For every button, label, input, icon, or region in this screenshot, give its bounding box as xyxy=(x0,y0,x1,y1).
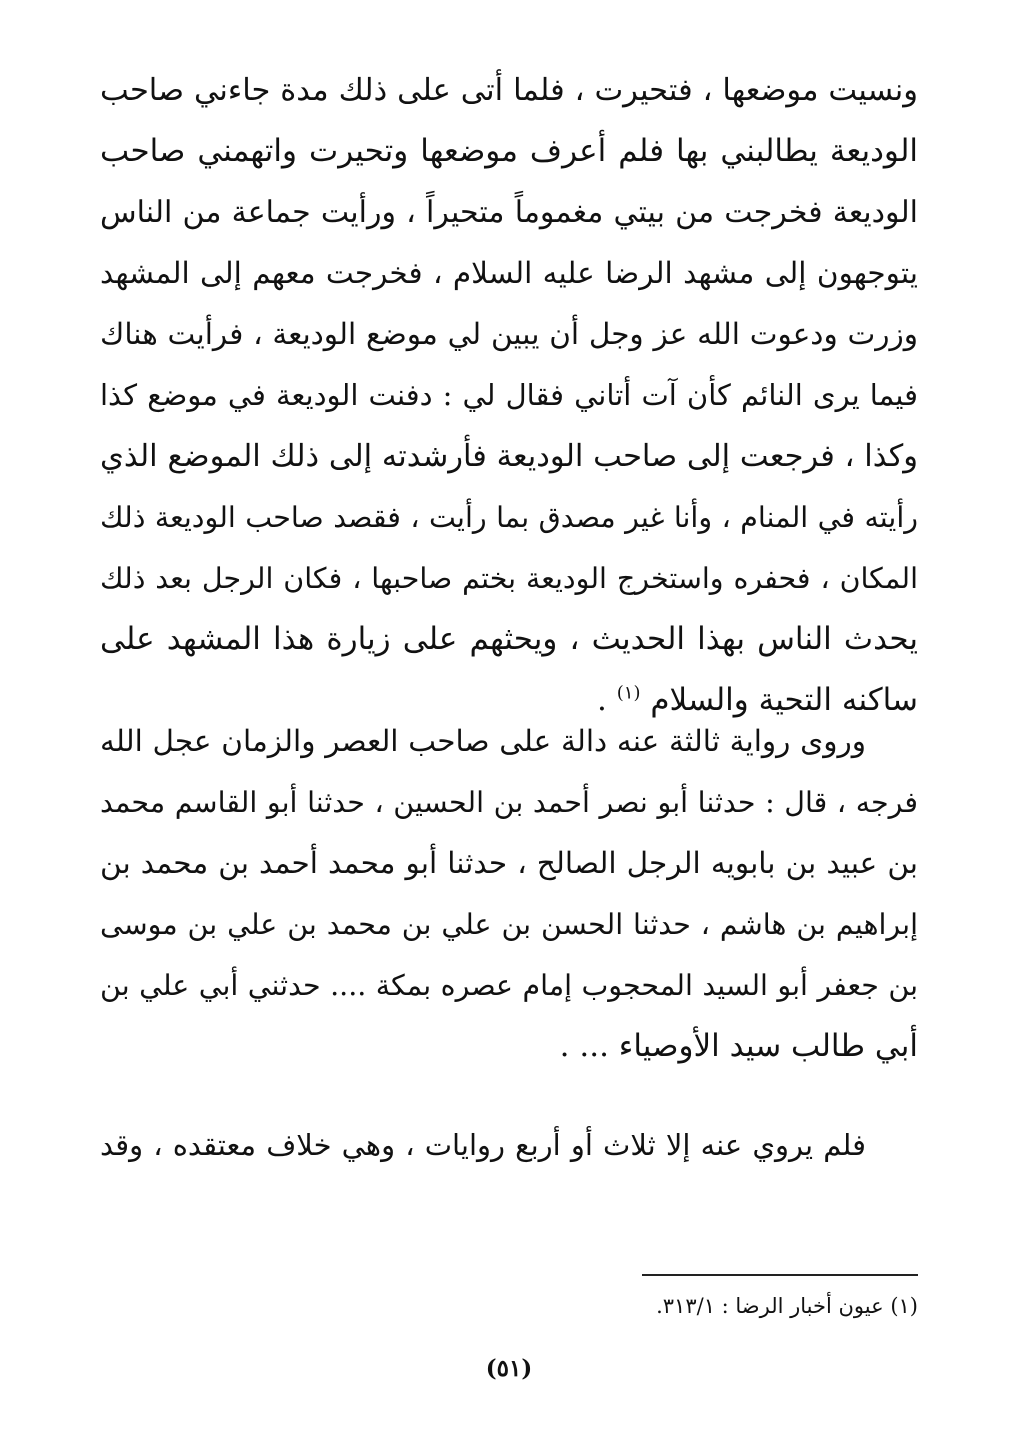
text-line: بن عبيد بن بابويه الرجل الصالح ، حدثنا أبو محمد أحمد بن محمد بن xyxy=(100,846,918,880)
page-number: (٥١) xyxy=(485,1355,533,1382)
text-line: يحدث الناس بهذا الحديث ، ويحثهم على زيارة هذا المشهد على xyxy=(100,621,918,657)
footnote-reference: (١) xyxy=(616,682,641,704)
last-line-end: . xyxy=(597,682,617,718)
text-line: بن جعفر أبو السيد المحجوب إمام عصره بمكة .... حدثني أبي علي بن xyxy=(100,969,918,1002)
text-line: إبراهيم بن هاشم ، حدثنا الحسن بن علي بن محمد بن علي بن موسى xyxy=(100,908,918,941)
paragraph-1 xyxy=(100,60,918,731)
text-line: رأيته في المنام ، وأنا غير مصدق بما رأيت ، فقصد صاحب الوديعة ذلك xyxy=(100,501,918,534)
text-line: يتوجهون إلى مشهد الرضا عليه السلام ، فخرجت معهم إلى المشهد xyxy=(100,256,918,290)
text-line: الوديعة يطالبني بها فلم أعرف موضعها وتحيرت واتهمني صاحب xyxy=(100,133,918,169)
text-line: الوديعة فخرجت من بيتي مغموماً متحيراً ، ورأيت جماعة من الناس xyxy=(100,195,918,230)
text-line: وكذا ، فرجعت إلى صاحب الوديعة فأرشدته إلى ذلك الموضع الذي xyxy=(100,439,918,474)
text-line: فلم يروي عنه إلا ثلاث أو أربع روايات ، وهي خلاف معتقده ، وقد xyxy=(100,1128,866,1162)
footnote: (١) عيون أخبار الرضا : ٣١٣/١. xyxy=(656,1294,918,1318)
text-line: ونسيت موضعها ، فتحيرت ، فلما أتى على ذلك مدة جاءني صاحب xyxy=(100,73,918,108)
text-line-last: أبي طالب سيد الأوصياء ... . xyxy=(559,1028,918,1064)
last-line-text: ساكنه التحية والسلام xyxy=(650,682,918,718)
text-line: المكان ، فحفره واستخرج الوديعة بختم صاحبها ، فكان الرجل بعد ذلك xyxy=(100,562,918,595)
text-line: فيما يرى النائم كأن آت أتاني فقال لي : دفنت الوديعة في موضع كذا xyxy=(100,378,918,412)
text-line: وزرت ودعوت الله عز وجل أن يبين لي موضع الوديعة ، فرأيت هناك xyxy=(100,317,918,351)
paragraph-3 xyxy=(100,1115,918,1176)
text-line: وروى رواية ثالثة عنه دالة على صاحب العصر والزمان عجل الله xyxy=(100,724,866,758)
paragraph-2 xyxy=(100,711,918,1077)
footnote-divider xyxy=(642,1274,918,1276)
text-line: فرجه ، قال : حدثنا أبو نصر أحمد بن الحسين ، حدثنا أبو القاسم محمد xyxy=(100,786,918,819)
